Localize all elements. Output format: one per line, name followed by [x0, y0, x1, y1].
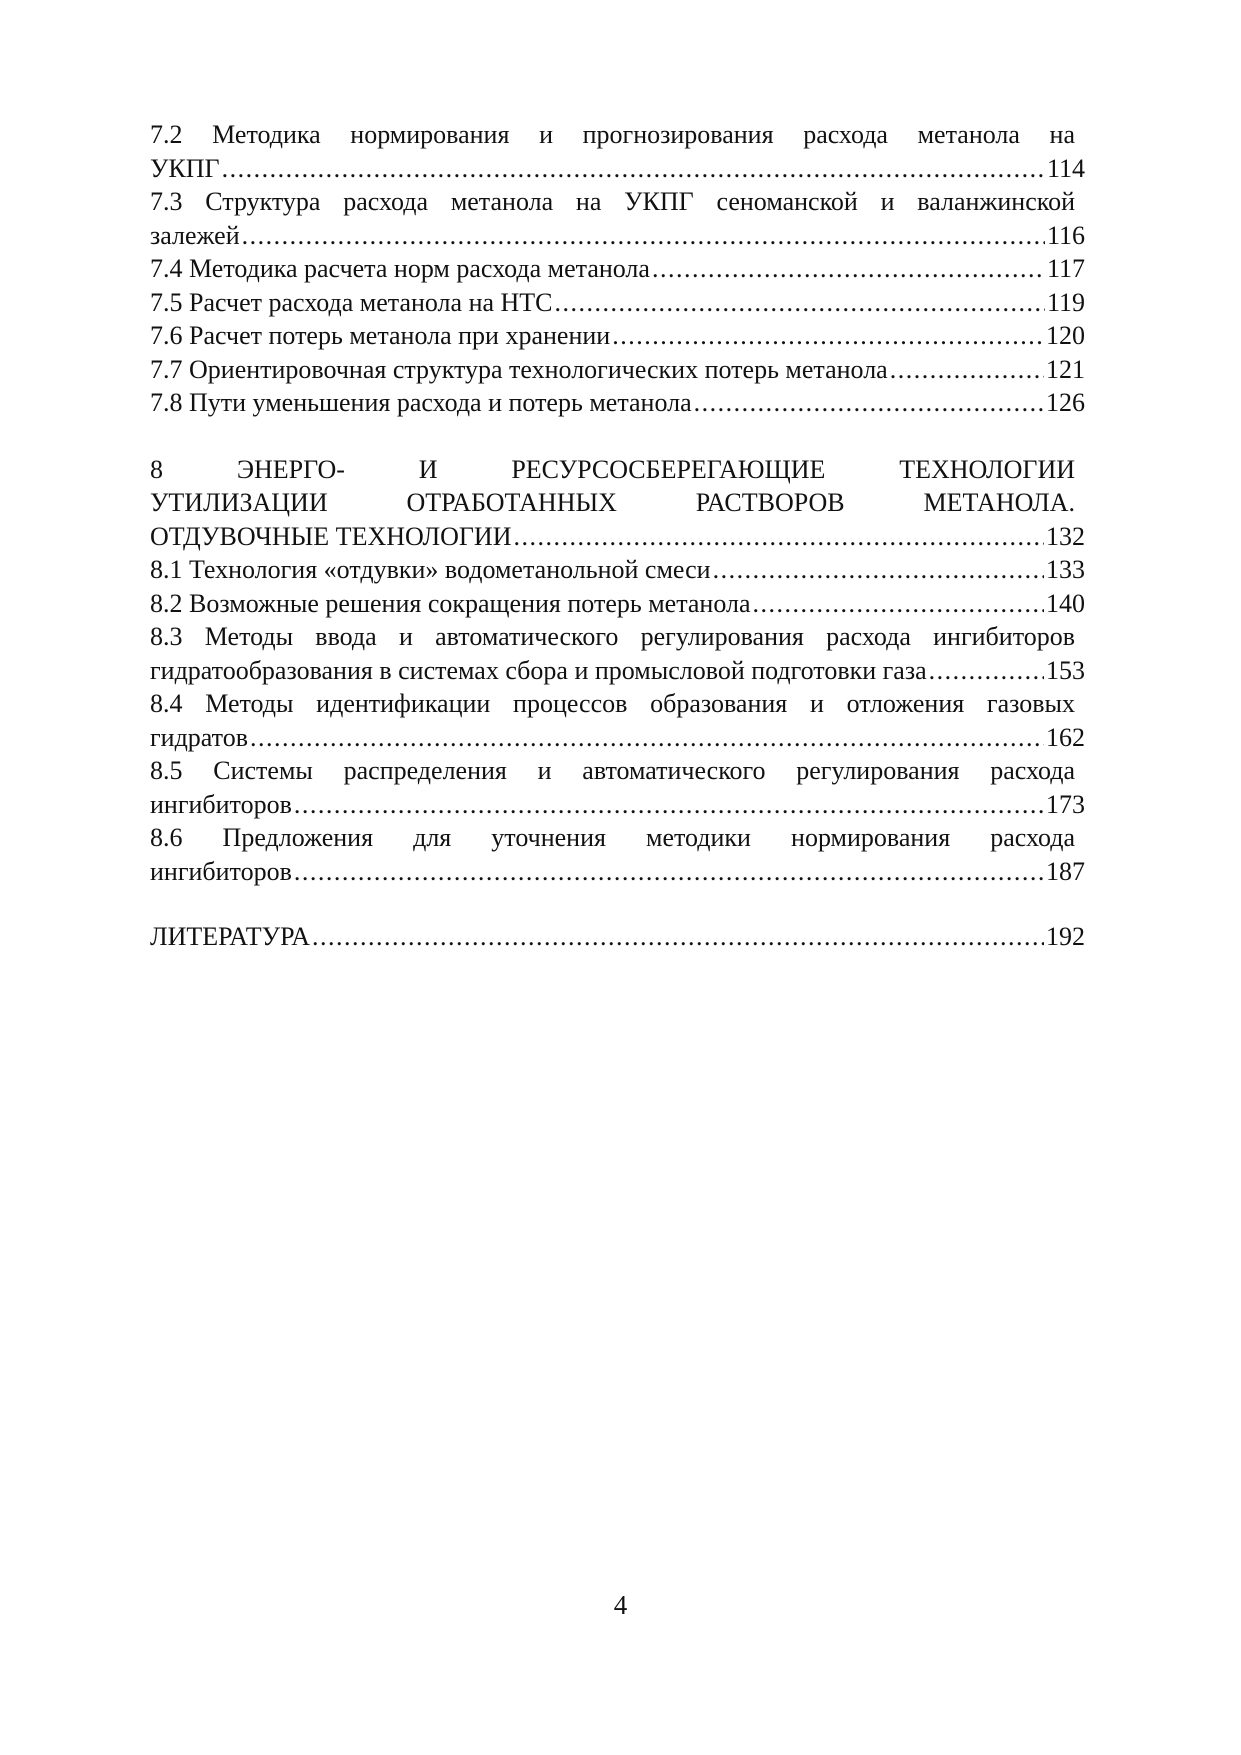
toc-page-number: 116: [1046, 220, 1085, 250]
toc-entry-text-line: 8 ЭНЕРГО- И РЕСУРСОСБЕРЕГАЮЩИЕ ТЕХНОЛОГИИ: [150, 454, 1075, 484]
toc-page-number: 133: [1046, 555, 1085, 584]
toc-entry-7-3[interactable]: [150, 185, 1085, 252]
toc-entry-text: ингибиторов: [150, 789, 292, 819]
dot-leader: [555, 286, 1045, 320]
toc-entry-leader-line: [150, 319, 1085, 353]
toc-entry-text: ОТДУВОЧНЫЕ ТЕХНОЛОГИИ: [150, 521, 512, 551]
toc-entry-text-line: 8.6 Предложения для уточнения методики нормирования расхода: [150, 823, 1075, 852]
toc-entry-leader-line: [150, 219, 1085, 253]
toc-entry-leader-line: [150, 855, 1085, 889]
toc-entry-leader-line: [150, 553, 1085, 587]
toc-entry-leader-line: [150, 788, 1085, 822]
toc-entry-leader-line: [150, 587, 1085, 621]
toc-page-number: 153: [1046, 655, 1085, 685]
dot-leader: [929, 654, 1044, 688]
toc-entry-7-2[interactable]: [150, 118, 1085, 185]
toc-page-number: 187: [1046, 856, 1085, 886]
toc-entry-leader-line: [150, 721, 1085, 755]
toc-page-number: 162: [1046, 722, 1085, 752]
toc-entry-text: 7.5 Расчет расхода метанола на НТС: [150, 287, 553, 317]
toc-entry-text: залежей: [150, 220, 240, 250]
toc-entry-text: 7.8 Пути уменьшения расхода и потерь метанола: [150, 388, 692, 417]
toc-entry-text-line: 7.3 Структура расхода метанола на УКПГ сеноманской и валанжинской: [150, 187, 1075, 216]
toc-entry-leader-line: [150, 252, 1085, 286]
dot-leader: [513, 520, 1044, 554]
toc-entry-8-6[interactable]: [150, 821, 1085, 888]
toc-page-number: 126: [1046, 388, 1085, 417]
toc-entry-8-3[interactable]: [150, 620, 1085, 687]
toc-entry-8-5[interactable]: [150, 754, 1085, 821]
dot-leader: [694, 386, 1044, 420]
toc-entry-7-4[interactable]: [150, 252, 1085, 286]
toc-entry-text: ЛИТЕРАТУРА: [150, 922, 310, 951]
toc-entry-leader-line: [150, 286, 1085, 320]
toc-entry-text: гидратообразования в системах сбора и промысловой подготовки газа: [150, 655, 927, 685]
toc-entry-text-line: 8.3 Методы ввода и автоматического регулирования расхода ингибиторов: [150, 622, 1075, 651]
dot-leader: [713, 553, 1044, 587]
toc-page-number: 192: [1046, 922, 1085, 951]
toc-entry-text-line: 8.4 Методы идентификации процессов образования и отложения газовых: [150, 689, 1075, 718]
dot-leader: [250, 721, 1044, 755]
toc-entry-leader-line: [150, 386, 1085, 420]
toc-page-number: 117: [1046, 254, 1085, 283]
toc-entry-7-8[interactable]: [150, 386, 1085, 420]
toc-entry-8-4[interactable]: [150, 687, 1085, 754]
toc-entry-text: 7.7 Ориентировочная структура технологических потерь метанола: [150, 354, 888, 384]
toc-entry-leader-line: [150, 520, 1085, 554]
toc-entry-leader-line: [150, 654, 1085, 688]
toc-page-number: 114: [1046, 153, 1085, 183]
toc-entry-leader-line: [150, 920, 1085, 954]
dot-leader: [753, 587, 1044, 621]
toc-entry-8-2[interactable]: [150, 587, 1085, 621]
toc-entry-text: 8.2 Возможные решения сокращения потерь метанола: [150, 588, 751, 618]
toc-entry-text: 8.1 Технология «отдувки» водометанольной смеси: [150, 555, 711, 584]
toc-entry-text-line: УТИЛИЗАЦИИ ОТРАБОТАННЫХ РАСТВОРОВ МЕТАНОЛА.: [150, 488, 1075, 517]
table-of-contents: [150, 118, 1085, 954]
toc-page-number: 119: [1046, 287, 1085, 317]
toc-page-number: 140: [1046, 588, 1085, 618]
toc-entry-7-5[interactable]: [150, 286, 1085, 320]
toc-page-number: 173: [1046, 789, 1085, 819]
toc-page-number: 121: [1046, 354, 1085, 384]
toc-entry-leader-line: [150, 353, 1085, 387]
toc-entry-7-7[interactable]: [150, 353, 1085, 387]
dot-leader: [612, 319, 1044, 353]
toc-entry-text-line: 7.2 Методика нормирования и прогнозирования расхода метанола на: [150, 120, 1075, 149]
toc-entry-8-1[interactable]: [150, 553, 1085, 587]
page-number: 4: [613, 1590, 628, 1620]
dot-leader: [242, 219, 1045, 253]
dot-leader: [294, 788, 1044, 822]
toc-entry-text-line: 8.5 Системы распределения и автоматического регулирования расхода: [150, 756, 1075, 785]
toc-entry-text: 7.4 Методика расчета норм расхода метанола: [150, 254, 650, 283]
dot-leader: [312, 920, 1044, 954]
toc-entry-text: ингибиторов: [150, 856, 292, 886]
toc-entry-literature[interactable]: [150, 920, 1085, 954]
section-spacer: [150, 888, 1085, 920]
dot-leader: [890, 353, 1044, 387]
toc-entry-8[interactable]: [150, 453, 1085, 554]
dot-leader: [294, 855, 1044, 889]
section-spacer: [150, 420, 1085, 453]
dot-leader: [652, 252, 1045, 286]
toc-page-number: 120: [1046, 321, 1085, 350]
dot-leader: [222, 152, 1045, 186]
toc-entry-text: УКПГ: [150, 153, 220, 183]
toc-entry-text: гидратов: [150, 722, 248, 752]
toc-entry-leader-line: [150, 152, 1085, 186]
toc-entry-text: 7.6 Расчет потерь метанола при хранении: [150, 321, 611, 350]
toc-page-number: 132: [1046, 521, 1085, 551]
toc-entry-7-6[interactable]: [150, 319, 1085, 353]
